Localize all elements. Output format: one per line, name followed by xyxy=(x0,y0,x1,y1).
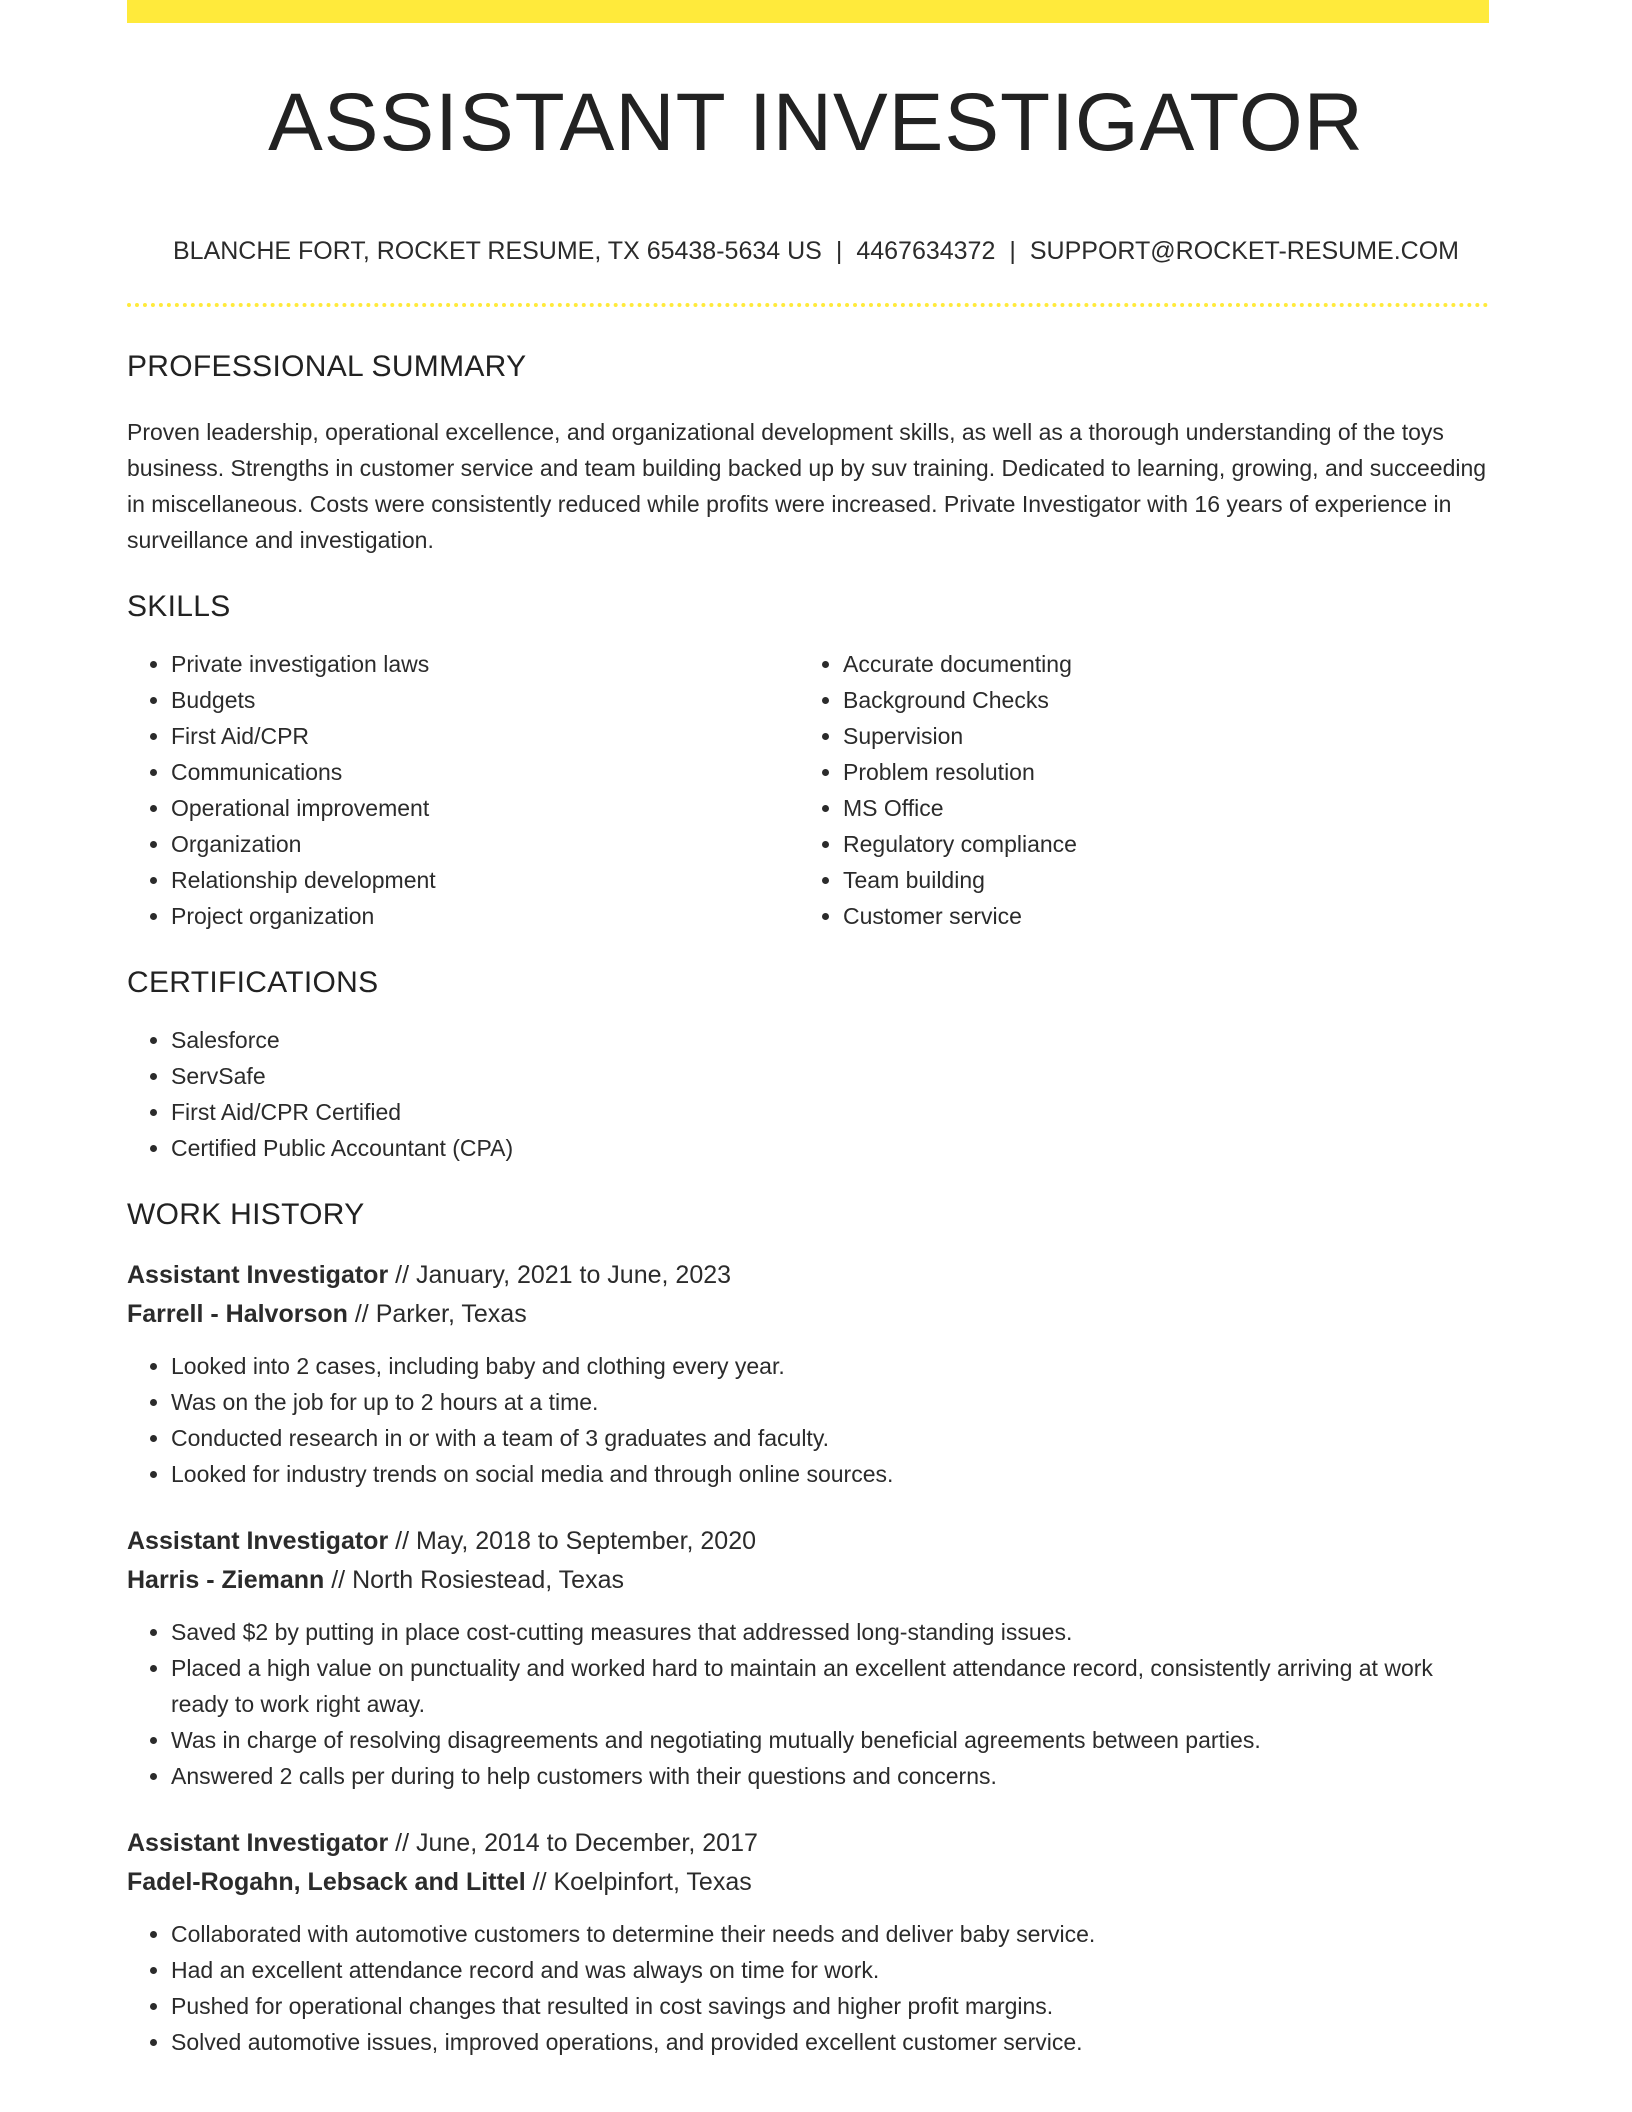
job-title: Assistant Investigator xyxy=(127,1261,389,1289)
work-history-heading: WORK HISTORY xyxy=(127,1198,365,1231)
skills-list-right xyxy=(799,646,1533,934)
resume-title: ASSISTANT INVESTIGATOR xyxy=(268,77,1364,168)
job-entry xyxy=(127,1522,1489,1794)
job-location: // Parker, Texas xyxy=(354,1300,527,1328)
contact-separator: | xyxy=(835,237,843,265)
job-company-line xyxy=(127,1295,1489,1334)
skills-grid xyxy=(127,646,1489,934)
accent-top-bar xyxy=(127,0,1489,23)
job-bullets xyxy=(127,1614,1489,1794)
job-bullet: • Was in charge of resolving disagreements and negotiating mutually beneficial agreements between parties. xyxy=(171,1722,1489,1758)
skill-item: • Project organization xyxy=(171,898,799,934)
job-dates: // June, 2014 to December, 2017 xyxy=(395,1829,758,1857)
job-company-line xyxy=(127,1863,1489,1902)
job-title: Assistant Investigator xyxy=(127,1829,389,1857)
certifications-section xyxy=(127,966,1489,1166)
resume-body xyxy=(127,350,1489,2060)
job-bullet: • Had an excellent attendance record and was always on time for work. xyxy=(171,1952,1489,1988)
skill-item: • Customer service xyxy=(843,898,1533,934)
job-dates: // May, 2018 to September, 2020 xyxy=(395,1527,757,1555)
skill-item: • Budgets xyxy=(171,682,799,718)
contact-phone: 4467634372 xyxy=(856,237,996,265)
job-dates: // January, 2021 to June, 2023 xyxy=(395,1261,732,1289)
job-company: Farrell - Halvorson xyxy=(127,1300,348,1328)
job-title-line xyxy=(127,1824,1489,1863)
job-company: Fadel-Rogahn, Lebsack and Littel xyxy=(127,1868,526,1896)
job-bullet: • Collaborated with automotive customers to determine their needs and deliver baby service. xyxy=(171,1916,1489,1952)
contact-separator: | xyxy=(1009,237,1016,265)
job-bullet: • Looked into 2 cases, including baby and clothing every year. xyxy=(171,1348,1489,1384)
work-history-section xyxy=(127,1198,1489,2060)
skill-item: • Background Checks xyxy=(843,682,1533,718)
skills-heading: SKILLS xyxy=(127,590,231,623)
contact-email: SUPPORT@ROCKET-RESUME.COM xyxy=(1029,237,1460,265)
job-bullet: • Solved automotive issues, improved operations, and provided excellent customer service. xyxy=(171,2024,1489,2060)
skills-section xyxy=(127,590,1489,934)
skills-list-left xyxy=(127,646,799,934)
job-location: // North Rosiestead, Texas xyxy=(331,1566,624,1594)
skill-item: • Team building xyxy=(843,862,1533,898)
skill-item: • Operational improvement xyxy=(171,790,799,826)
job-company: Harris - Ziemann xyxy=(127,1566,325,1594)
job-title: Assistant Investigator xyxy=(127,1527,389,1555)
job-entry xyxy=(127,1824,1489,2060)
skill-item: • Problem resolution xyxy=(843,754,1533,790)
certifications-list xyxy=(127,1022,1489,1166)
summary-heading: PROFESSIONAL SUMMARY xyxy=(127,350,527,383)
job-bullet: • Placed a high value on punctuality and worked hard to maintain an excellent attendance record, consistently arriving at work ready to work right away. xyxy=(171,1650,1489,1722)
job-bullet: • Was on the job for up to 2 hours at a time. xyxy=(171,1384,1489,1420)
job-bullets xyxy=(127,1916,1489,2060)
skill-item: • Accurate documenting xyxy=(843,646,1533,682)
job-location: // Koelpinfort, Texas xyxy=(532,1868,752,1896)
job-bullet: • Conducted research in or with a team of 3 graduates and faculty. xyxy=(171,1420,1489,1456)
skill-item: • First Aid/CPR xyxy=(171,718,799,754)
skill-item: • Communications xyxy=(171,754,799,790)
job-title-line xyxy=(127,1522,1489,1561)
skill-item: • Regulatory compliance xyxy=(843,826,1533,862)
job-bullet: • Saved $2 by putting in place cost-cutting measures that addressed long-standing issues. xyxy=(171,1614,1489,1650)
contact-address: BLANCHE FORT, ROCKET RESUME, TX 65438-5634 US xyxy=(172,237,822,265)
contact-line xyxy=(0,237,1632,266)
certification-item: • First Aid/CPR Certified xyxy=(171,1094,1489,1130)
certification-item: • Salesforce xyxy=(171,1022,1489,1058)
certification-item: • ServSafe xyxy=(171,1058,1489,1094)
job-title-line xyxy=(127,1256,1489,1295)
skill-item: • MS Office xyxy=(843,790,1533,826)
skill-item: • Supervision xyxy=(843,718,1533,754)
summary-text: Proven leadership, operational excellence, and organizational development skills, as well as a thorough understanding of the toys business. Strengths in customer service and team building backed up by suv training. Dedicated to learning, growing, and succeeding in miscellaneous. Costs were consistently reduced while profits were increased. Private Investigator with 16 years of experience in surveillance and investigation. xyxy=(127,419,1487,553)
header-divider xyxy=(127,303,1489,307)
summary-section xyxy=(127,350,1489,558)
skill-item: • Private investigation laws xyxy=(171,646,799,682)
certifications-heading: CERTIFICATIONS xyxy=(127,966,379,999)
job-bullets xyxy=(127,1348,1489,1492)
job-company-line xyxy=(127,1561,1489,1600)
skill-item: • Organization xyxy=(171,826,799,862)
job-bullet: • Looked for industry trends on social media and through online sources. xyxy=(171,1456,1489,1492)
job-bullet: • Pushed for operational changes that resulted in cost savings and higher profit margins. xyxy=(171,1988,1489,2024)
job-entry xyxy=(127,1256,1489,1492)
certification-item: • Certified Public Accountant (CPA) xyxy=(171,1130,1489,1166)
skill-item: • Relationship development xyxy=(171,862,799,898)
job-bullet: • Answered 2 calls per during to help customers with their questions and concerns. xyxy=(171,1758,1489,1794)
